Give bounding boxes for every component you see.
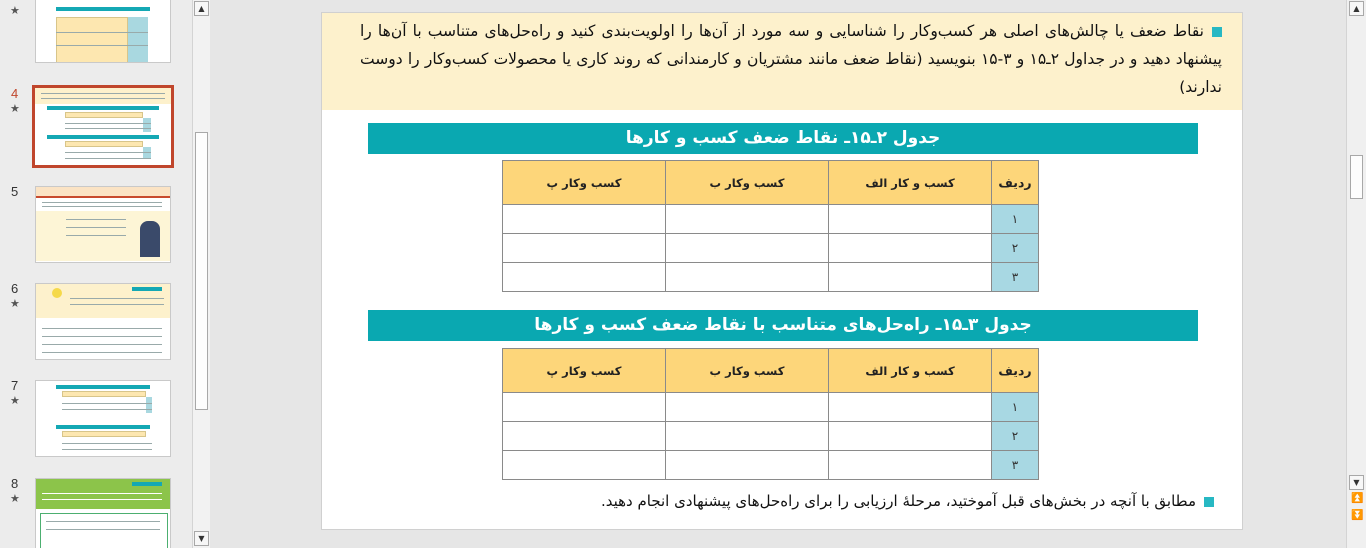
animation-star-icon: ★ [10, 492, 20, 505]
row-index-cell: ۱ [992, 393, 1039, 422]
table-cell[interactable] [666, 234, 829, 263]
scroll-up-icon[interactable]: ▲ [194, 1, 209, 16]
row-index-cell: ۲ [992, 422, 1039, 451]
table-header-cell: کسب و کار الف [829, 161, 992, 205]
thumbnail-item[interactable] [0, 0, 192, 68]
table-header-cell: کسب وکار ب [666, 349, 829, 393]
table-header-cell: ردیف [992, 161, 1039, 205]
scroll-down-icon[interactable]: ▼ [1349, 475, 1364, 490]
slide-thumbnail[interactable] [35, 0, 171, 63]
thumbnail-item[interactable] [0, 183, 192, 273]
table-cell[interactable] [666, 451, 829, 480]
slide-scrollbar[interactable] [1346, 0, 1366, 548]
slide-number: 6 [11, 281, 19, 296]
slide-thumbnail[interactable] [35, 283, 171, 360]
row-index-cell: ۳ [992, 263, 1039, 292]
table-cell[interactable] [503, 422, 666, 451]
table2-solutions[interactable] [502, 348, 1039, 480]
table-header-cell: ردیف [992, 349, 1039, 393]
slide-number: 4 [11, 86, 19, 101]
table-cell[interactable] [503, 263, 666, 292]
table-cell[interactable] [503, 393, 666, 422]
slide-number: 5 [11, 184, 19, 199]
next-slide-icon[interactable]: ⏬ [1351, 510, 1364, 521]
table-cell[interactable] [666, 205, 829, 234]
table-cell[interactable] [503, 205, 666, 234]
row-index-cell: ۳ [992, 451, 1039, 480]
thumbnail-scrollbar[interactable] [192, 0, 210, 548]
table-header-cell: کسب وکار پ [503, 161, 666, 205]
table-cell[interactable] [829, 205, 992, 234]
table1-weaknesses[interactable] [502, 160, 1039, 292]
table-row [503, 451, 1039, 480]
animation-star-icon: ★ [10, 4, 20, 17]
slide-thumbnail-pane [0, 0, 210, 548]
slide-thumbnail[interactable] [35, 186, 171, 263]
previous-slide-icon[interactable]: ⏫ [1351, 493, 1364, 504]
table-cell[interactable] [503, 451, 666, 480]
bullet-square-icon [1204, 497, 1214, 507]
slide-thumbnail[interactable] [35, 380, 171, 457]
table-header-cell: کسب وکار ب [666, 161, 829, 205]
slide-thumbnail[interactable] [35, 478, 171, 548]
table-cell[interactable] [666, 263, 829, 292]
table-header-cell: کسب وکار پ [503, 349, 666, 393]
slide-thumbnail-selected[interactable] [32, 85, 174, 168]
table-row [503, 422, 1039, 451]
slide-number: 8 [11, 476, 19, 491]
table-header-cell: کسب و کار الف [829, 349, 992, 393]
slide-number: 7 [11, 378, 19, 393]
scrollbar-thumb[interactable] [1350, 155, 1363, 199]
table-cell[interactable] [666, 393, 829, 422]
table-row [503, 234, 1039, 263]
slide-editor-area [210, 0, 1346, 548]
scroll-up-icon[interactable]: ▲ [1349, 1, 1364, 16]
table-row [503, 205, 1039, 234]
thumbnail-item[interactable] [0, 475, 192, 548]
row-index-cell: ۱ [992, 205, 1039, 234]
intro-paragraph[interactable]: نقاط ضعف یا چالش‌های اصلی هر کسب‌وکار را شناسایی و سه مورد از آن‌ها را اولویت‌بندی کنید و راه‌حل‌های متناسب با آن‌ها را پیشنهاد دهید و در جداول ۲ـ۱۵ و ۳-۱۵ بنویسید (نقاط ضعف مانند مشتریان و کارمندانی که روند کاری یا محصولات کسب‌وکار را دوست ندارند) [360, 22, 1222, 96]
scrollbar-thumb[interactable] [195, 132, 208, 410]
table2-title: جدول ۳ـ۱۵ـ راه‌حل‌های متناسب با نقاط ضعف کسب و کارها [368, 310, 1198, 341]
bullet-square-icon [1212, 27, 1222, 37]
animation-star-icon: ★ [10, 102, 20, 115]
animation-star-icon: ★ [10, 297, 20, 310]
thumbnail-item[interactable] [0, 280, 192, 370]
table-cell[interactable] [829, 422, 992, 451]
table-cell[interactable] [829, 263, 992, 292]
table-cell[interactable] [666, 422, 829, 451]
table1-title: جدول ۲ـ۱۵ـ نقاط ضعف کسب و کارها [368, 123, 1198, 154]
slide-canvas[interactable] [321, 12, 1243, 530]
table-cell[interactable] [829, 234, 992, 263]
table-cell[interactable] [829, 451, 992, 480]
table-cell[interactable] [829, 393, 992, 422]
table-cell[interactable] [503, 234, 666, 263]
table-row [503, 263, 1039, 292]
thumbnail-list [0, 0, 192, 548]
scroll-down-icon[interactable]: ▼ [194, 531, 209, 546]
thumbnail-item[interactable] [0, 377, 192, 467]
footer-paragraph[interactable]: مطابق با آنچه در بخش‌های قبل آموختید، مرحلۀ ارزیابی را برای راه‌حل‌های پیشنهادی انجام دهید. [601, 492, 1214, 510]
animation-star-icon: ★ [10, 394, 20, 407]
row-index-cell: ۲ [992, 234, 1039, 263]
thumbnail-item[interactable] [0, 82, 192, 172]
table-row [503, 393, 1039, 422]
